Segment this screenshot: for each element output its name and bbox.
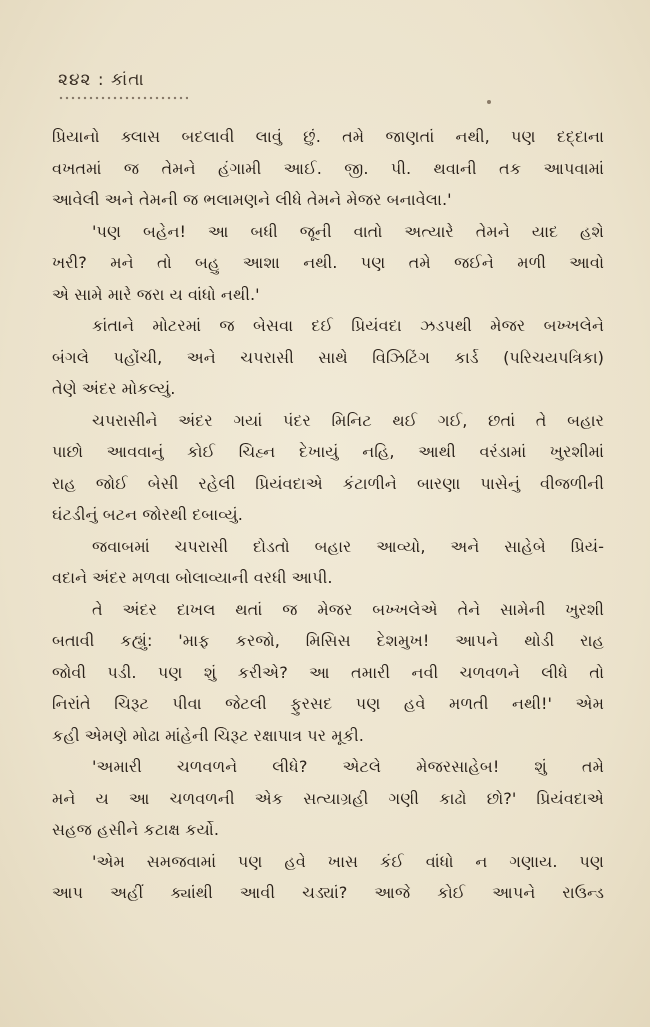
text-line: ખરી? મને તો બહુ આશા નથી. પણ તમે જઈને મળી આવો (52, 253, 604, 272)
header-decorative-rule (58, 96, 188, 100)
text-line: વખતમાં જ તેમને હંગામી આઈ. જી. પી. થવાની તક આપવામાં (52, 158, 604, 178)
page-speck (487, 100, 491, 104)
text-line: આવેલી અને તેમની જ ભલામણને લીધે તેમને મેજર બનાવેલા.' (52, 190, 452, 209)
text-line: ચપરાસીને અંદર ગયાં પંદર મિનિટ થઈ ગઈ, છતાં તે બહાર (92, 410, 604, 430)
text-line: નિરાંતે ચિરૂટ પીવા જેટલી ફુરસદ પણ હવે મળતી નથી!' એમ (52, 694, 604, 713)
page-header: ૨૪૨ : કાંતા (58, 70, 145, 90)
text-line: જોવી પડી. પણ શું કરીએ? આ તમારી નવી ચળવળને લીધે તો (52, 662, 604, 682)
text-line: આપ અહીં ક્યાંથી આવી ચડ્યાં? આજે કોઈ આપને રાઉન્ડ (52, 883, 604, 902)
text-line: તે અંદર દાખલ થતાં જ મેજર બખ્ખલેએ તેને સામેની ખુરશી (92, 599, 604, 619)
text-line: મને ય આ ચળવળની એક સત્યાગ્રહી ગણી કાઢો છો?' પ્રિયંવદાએ (52, 788, 604, 808)
text-line: કહી એમણે મોઢા માંહેની ચિરૂટ રક્ષાપાત્ર પર મૂકી. (52, 725, 364, 745)
text-line: એ સામે મારે જરા ય વાંધો નથી.' (52, 284, 260, 304)
text-line: પ્રિયાનો ક્લાસ બદલાવી લાવું છું. તમે જાણતાં નથી, પણ દદ્દાના (52, 127, 604, 146)
text-line: રાહ જોઈ બેસી રહેલી પ્રિયંવદાએ કંટાળીને બારણા પાસેનું વીજળીની (52, 473, 604, 493)
text-line: તેણે અંદર મોકલ્યું. (52, 379, 176, 398)
text-line: કાંતાને મોટરમાં જ બેસવા દઈ પ્રિયંવદા ઝડપથી મેજર બખ્ખલેને (92, 316, 604, 335)
text-line: સહજ હસીને કટાક્ષ કર્યો. (52, 820, 219, 839)
body-text (52, 121, 604, 909)
text-line: બંગલે પહોંચી, અને ચપરાસી સાથે વિઝિટિંગ કાર્ડ (પરિચયપત્રિકા) (52, 347, 604, 367)
text-line: 'અમારી ચળવળને લીધે? એટલે મેજરસાહેબ! શું તમે (92, 757, 604, 776)
text-line: ઘંટડીનું બટન જોરથી દબાવ્યું. (52, 505, 243, 524)
text-line: પાછો આવવાનું કોઈ ચિહ્ન દેખાયું નહિ, આથી વરંડામાં ખુરશીમાં (52, 442, 604, 461)
text-line: વદાને અંદર મળવા બોલાવ્યાની વરધી આપી. (52, 568, 333, 587)
text-line: 'એમ સમજવામાં પણ હવે ખાસ કંઈ વાંધો ન ગણાય. પણ (92, 851, 604, 871)
text-line: 'પણ બહેન! આ બધી જૂની વાતો અત્યારે તેમને યાદ હશે (92, 221, 604, 241)
text-line: બતાવી કહ્યું: 'માફ કરજો, મિસિસ દેશમુખ! આપને થોડી રાહ (52, 631, 604, 650)
text-line: જવાબમાં ચપરાસી દોડતો બહાર આવ્યો, અને સાહેબે પ્રિયં- (92, 536, 604, 556)
